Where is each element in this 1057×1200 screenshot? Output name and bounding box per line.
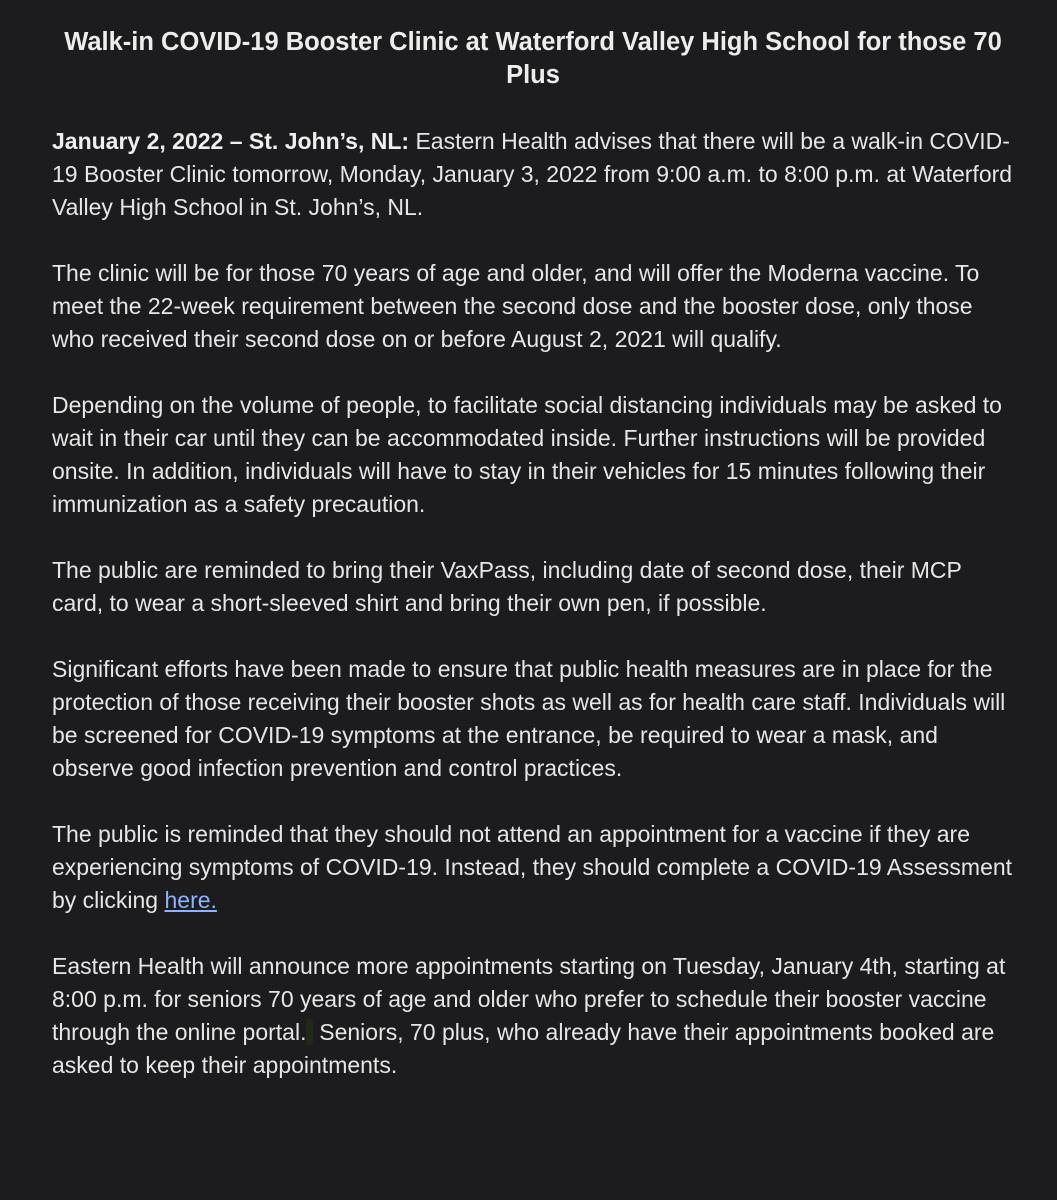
appointments-text: Eastern Health will announce more appointments starting on Tuesday, January 4th, starting at 8:00 p.m. for seniors 70 years of age and older who prefer to schedule their booster vaccine through the online portal.	[52, 953, 1006, 1045]
assessment-link[interactable]: here.	[164, 887, 217, 913]
intro-text: Eastern Health advises that there will be a walk-in COVID-19 Booster Clinic tomorrow, Monday, January 3, 2022 from 9:00 a.m. to 8:00 p.m. at Waterford Valley High School in St. John’s, NL.	[52, 128, 1013, 220]
health-measures-paragraph: Significant efforts have been made to ensure that public health measures are in place for the protection of those receiving their booster shots as well as for health care staff. Individuals will be screened for COVID-19 symptoms at the entrance, be required to wear a mask, and observe good infection prevention and control practices.	[52, 656, 1006, 781]
intro-paragraph	[52, 125, 1014, 224]
bring-items-paragraph: The public are reminded to bring their VaxPass, including date of second dose, their MCP card, to wear a short-sleeved shirt and bring their own pen, if possible.	[52, 557, 962, 616]
appointments-paragraph	[52, 950, 1014, 1082]
distancing-paragraph: Depending on the volume of people, to facilitate social distancing individuals may be asked to wait in their car until they can be accommodated inside. Further instructions will be provided onsite. In addition, individuals will have to stay in their vehicles for 15 minutes following their immunization as a safety precaution.	[52, 392, 1002, 517]
press-release	[52, 26, 1014, 1082]
eligibility-paragraph: The clinic will be for those 70 years of age and older, and will offer the Moderna vaccine. To meet the 22-week requirement between the second dose and the booster dose, only those who received their second dose on or before August 2, 2021 will qualify.	[52, 260, 980, 352]
symptoms-text: The public is reminded that they should not attend an appointment for a vaccine if they are experiencing symptoms of COVID-19. Instead, they should complete a COVID-19 Assessment by clicking	[52, 821, 1013, 913]
appointments-text-continued: Seniors, 70 plus, who already have their appointments booked are asked to keep their appointments.	[52, 1019, 995, 1078]
symptoms-paragraph	[52, 818, 1014, 917]
page-title: Walk-in COVID-19 Booster Clinic at Waterford Valley High School for those 70 Plus	[64, 28, 1002, 89]
dateline: January 2, 2022 – St. John’s, NL:	[52, 128, 410, 154]
